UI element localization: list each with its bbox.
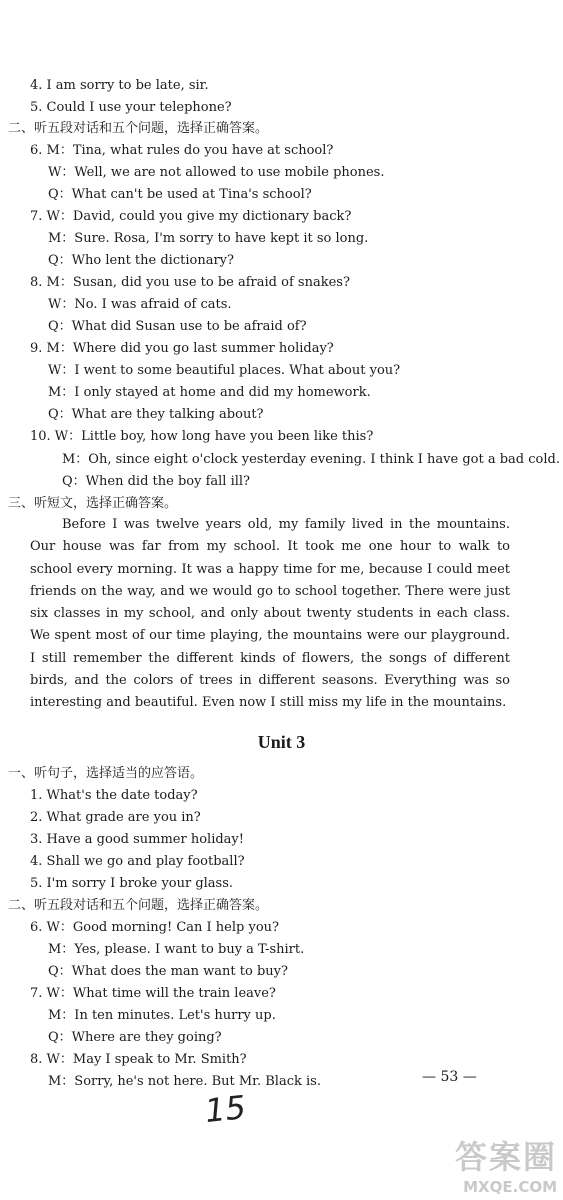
script-line: 7. W：David, could you give my dictionary back? <box>30 209 352 224</box>
watermark-logo-text: 答案圈 <box>454 1138 557 1176</box>
script-line: Q：What are they talking about? <box>48 407 264 422</box>
script-line: 1. What's the date today? <box>30 788 198 803</box>
watermark-url: MXQE.COM <box>463 1178 557 1196</box>
script-line: 7. W：What time will the train leave? <box>30 986 276 1001</box>
script-line: Q：Where are they going? <box>48 1030 222 1045</box>
script-line: 8. W：May I speak to Mr. Smith? <box>30 1052 247 1067</box>
script-line: Q：What does the man want to buy? <box>48 964 288 979</box>
script-line: 9. M：Where did you go last summer holiday? <box>30 341 334 356</box>
script-line: 5. I'm sorry I broke your glass. <box>30 876 234 891</box>
script-line: 5. Could I use your telephone? <box>30 100 232 115</box>
script-line: M：Oh, since eight o'clock yesterday evening. I think I have got a bad cold. <box>62 452 560 467</box>
handwritten-mark: 15 <box>203 1087 248 1131</box>
script-line: M：Sure. Rosa, I'm sorry to have kept it so long. <box>48 231 369 246</box>
script-line: 2. What grade are you in? <box>30 810 201 825</box>
script-line: 一、听句子，选择适当的应答语。 <box>8 766 204 781</box>
script-line: 8. M：Susan, did you use to be afraid of snakes? <box>30 275 350 290</box>
unit-title: Unit 3 <box>257 732 306 752</box>
script-line: W：Well, we are not allowed to use mobile phones. <box>48 165 385 180</box>
script-line: M：I only stayed at home and did my homework. <box>48 385 371 400</box>
script-line: Q：When did the boy fall ill? <box>62 474 251 489</box>
listening-passage: Before I was twelve years old, my family lived in the mountains. Our house was far from my school. It took me one hour to walk to school every morning. It was a happy time for me, because I could meet friends on the way, and we would go to school together. There were just six classes in my school, and only about twenty students in each class. We spent most of our time playing, the mountains were our playground. I still remember the different kinds of flowers, the songs of different birds, and the colors of trees in different seasons. Everything was so interesting and beautiful. Even now I still miss my life in the mountains. <box>30 517 510 711</box>
script-line: 三、听短文，选择正确答案。 <box>8 496 178 511</box>
script-line: Q：Who lent the dictionary? <box>48 253 234 268</box>
script-line: M：Sorry, he's not here. But Mr. Black is. <box>48 1074 321 1089</box>
watermark-logo <box>455 1132 557 1196</box>
script-line: Q：What can't be used at Tina's school? <box>48 187 312 202</box>
script-line: W：No. I was afraid of cats. <box>48 297 232 312</box>
script-line: 6. W：Good morning! Can I help you? <box>30 920 279 935</box>
script-line: M：Yes, please. I want to buy a T-shirt. <box>48 942 305 957</box>
script-line: 4. I am sorry to be late, sir. <box>30 78 209 93</box>
script-line: Q：What did Susan use to be afraid of? <box>48 319 307 334</box>
script-line: W：I went to some beautiful places. What about you? <box>48 363 401 378</box>
script-line: 3. Have a good summer holiday! <box>30 832 244 847</box>
script-line: 二、听五段对话和五个问题，选择正确答案。 <box>8 898 269 913</box>
script-line: 10. W：Little boy, how long have you been like this? <box>30 429 374 444</box>
page-number: — 53 — <box>422 1069 477 1085</box>
script-line: 二、听五段对话和五个问题，选择正确答案。 <box>8 121 269 136</box>
script-line: 4. Shall we go and play football? <box>30 854 245 869</box>
script-line: 6. M：Tina, what rules do you have at school? <box>30 143 334 158</box>
script-line: M：In ten minutes. Let's hurry up. <box>48 1008 276 1023</box>
